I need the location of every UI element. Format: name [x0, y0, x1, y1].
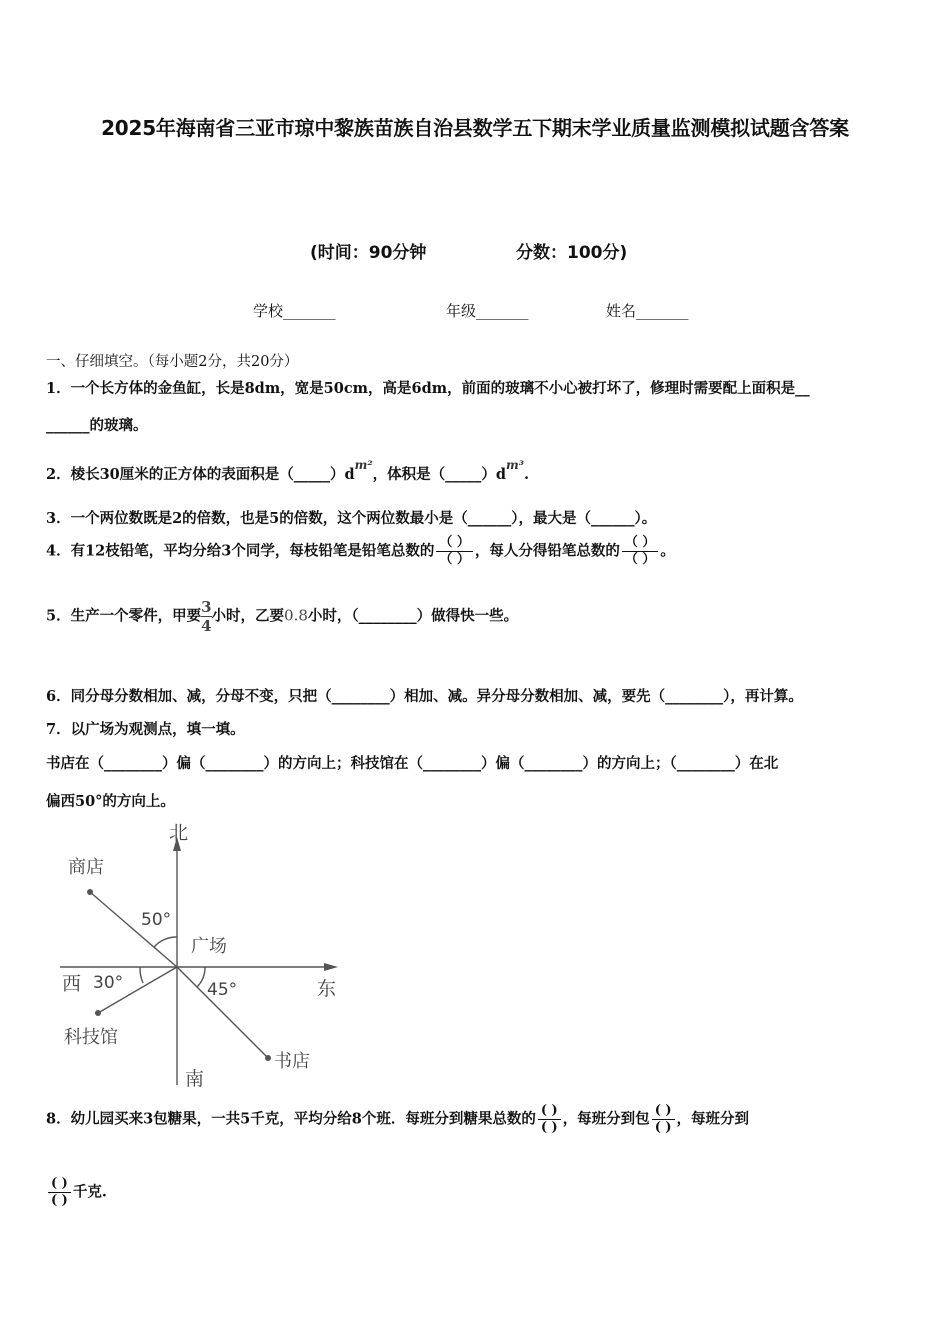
question-2-part-a: 2．棱长30厘米的正方体的表面积是（_____）d	[46, 466, 355, 483]
angle-label-tech: 30°	[93, 973, 124, 993]
label-south: 南	[185, 1068, 205, 1090]
exam-time: (时间：90分钟	[310, 243, 427, 263]
fraction-blank: $\frac{( )}{( )}$	[622, 535, 659, 568]
label-east: 东	[317, 978, 337, 1000]
fraction-three-quarters: $\frac{3}{4}$	[201, 598, 212, 635]
question-2-part-c: .	[523, 466, 530, 483]
east-arrow-icon	[324, 963, 338, 971]
question-5-part-a: 5．生产一个零件，甲要	[46, 607, 202, 625]
question-6: 6．同分母分数相加、减，分母不变，只把（________）相加、减。异分母分数相加、减，要先（________），再计算。	[46, 688, 803, 705]
page-title: 2025年海南省三亚市琼中黎族苗族自治县数学五下期末学业质量监测模拟试题含答案	[101, 116, 849, 140]
shop-point	[87, 889, 93, 895]
question-2-part-b: ，体积是（_____）d	[372, 466, 506, 483]
school-field: 学校_______	[253, 302, 336, 320]
name-field: 姓名_______	[606, 302, 689, 320]
question-4-part-b: ，每人分得铅笔总数的	[474, 542, 620, 560]
fraction-blank: $\frac{( )}{( )}$	[436, 535, 473, 568]
question-1-line-2: ______的玻璃。	[46, 417, 148, 434]
question-7-line-1: 书店在（________）偏（________）的方向上；科技馆在（________）偏（________）的方向上；（________）在北	[46, 755, 779, 772]
angle-label-shop: 50°	[141, 910, 172, 930]
angle-arc-tech	[140, 967, 143, 983]
question-8-continued	[46, 1176, 107, 1209]
question-8-part-b: ，每班分到包	[562, 1110, 650, 1128]
question-8-part-a: 8．幼儿园买来3包糖果，一共5千克，平均分给8个班．每班分到糖果总数的	[46, 1110, 536, 1128]
question-5	[46, 598, 518, 635]
fraction-blank: $\frac{( )}{( )}$	[652, 1103, 675, 1136]
label-north: 北	[169, 822, 189, 844]
question-4	[46, 535, 675, 568]
direction-diagram	[40, 815, 370, 1095]
fraction-blank: $\frac{( )}{( )}$	[48, 1176, 71, 1209]
fraction-blank: $\frac{( )}{( )}$	[538, 1103, 561, 1136]
question-8	[46, 1103, 749, 1136]
question-5-part-c: 小时，（________）做得快一些。	[307, 607, 519, 625]
question-2	[46, 458, 529, 484]
exam-score: 分数：100分)	[516, 243, 628, 263]
question-3: 3．一个两位数既是2的倍数，也是5的倍数，这个两位数最小是（______），最大是（______）。	[46, 510, 657, 527]
label-shop: 商店	[68, 857, 104, 878]
tech-point	[95, 1010, 101, 1016]
question-1-line-1: 1．一个长方体的金鱼缸，长是8dm，宽是50cm，高是6dm，前面的玻璃不小心被打坏了，修理时需要配上面积是__	[46, 380, 810, 397]
question-4-part-a: 4．有12枝铅笔，平均分给3个同学，每枝铅笔是铅笔总数的	[46, 542, 435, 560]
question-5-part-b: 小时，乙要	[211, 607, 285, 625]
unit-square-meter: m²	[354, 458, 373, 472]
value-0-8: 0.8	[284, 606, 308, 625]
label-tech: 科技馆	[64, 1027, 118, 1048]
bookstore-point	[265, 1055, 271, 1061]
angle-label-bookstore: 45°	[207, 980, 238, 1000]
label-center: 广场	[191, 936, 227, 957]
grade-field: 年级_______	[446, 302, 529, 320]
question-8-part-c: ，每班分到	[676, 1110, 750, 1128]
angle-arc-shop	[154, 937, 177, 947]
label-bookstore: 书店	[274, 1051, 310, 1072]
section-heading: 一、仔细填空。（每小题2分，共20分）	[46, 354, 299, 370]
question-7-line-2: 偏西50°的方向上。	[46, 793, 175, 810]
label-west: 西	[62, 973, 82, 995]
unit-cubic-meter: m³	[506, 458, 524, 472]
question-4-part-c: 。	[660, 542, 675, 560]
question-7-intro: 7．以广场为观测点，填一填。	[46, 721, 245, 738]
angle-arc-bookstore	[197, 967, 205, 987]
question-8-part-d: 千克.	[72, 1183, 107, 1201]
